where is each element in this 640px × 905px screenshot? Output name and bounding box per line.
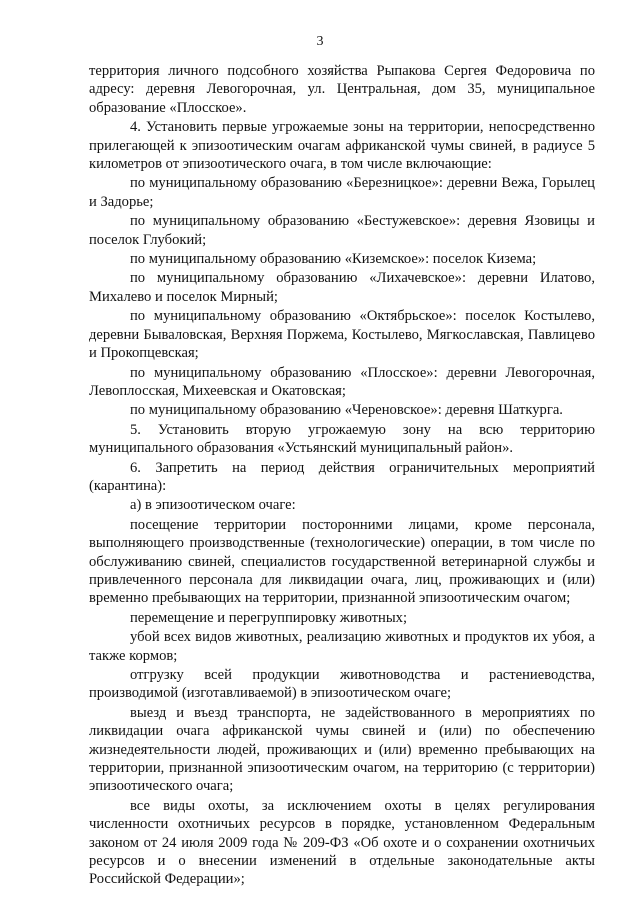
paragraph-likhachevskoe: по муниципальному образованию «Лихачевское»: деревни Илатово, Михалево и поселок Мирный; [89, 270, 595, 305]
paragraph-plosskoe: по муниципальному образованию «Плосское»: деревни Левогорочная, Левоплосская, Михеевская и Окатовская; [89, 364, 595, 399]
paragraph-first-threat-zones: 4. Установить первые угрожаемые зоны на территории, непосредственно прилегающей к эпизоотическим очагам африканской чумы свиней, в радиусе 5 километров от эпизоотического очага, в том числе включающие: [89, 119, 595, 173]
paragraph-cherenovskoe: по муниципальному образованию «Череновское»: деревня Шаткурга. [130, 402, 563, 419]
paragraph-kizemskoe: по муниципальному образованию «Киземское»: поселок Кизема; [130, 251, 537, 268]
paragraph-visiting-territory: посещение территории посторонними лицами, кроме персонала, выполняющего производственные (технологические) операции, в том числе по обслуживанию свиней, специалистов государственной ветеринарной службы и привлеченного персонала для ликвидации очага, лиц, проживающих и (или) временно пребывающих на территории, признанной эпизоотическим очагом; [89, 516, 595, 607]
paragraph-slaughter: убой всех видов животных, реализацию животных и продуктов их убоя, а также кормов; [89, 629, 595, 664]
paragraph-prohibitions-intro: 6. Запретить на период действия ограничительных мероприятий (карантина): [89, 459, 595, 494]
paragraph-transport: выезд и въезд транспорта, не задействованного в мероприятиях по ликвидации очага африканской чумы свиней и (или) по обеспечению жизнедеятельности людей, проживающих и (или) временно пребывающих на территории, признанной эпизоотическим очагом, на территорию (с территории) эпизоотического очага; [89, 704, 595, 795]
page-number: 3 [316, 34, 324, 49]
document-body [89, 62, 595, 890]
paragraph-animal-movement: перемещение и перегруппировку животных; [130, 609, 408, 626]
paragraph-bestuzhevskoe: по муниципальному образованию «Бестужевское»: деревня Язовицы и поселок Глубокий; [89, 213, 595, 248]
paragraph-shipment: отгрузку всей продукции животноводства и растениеводства, производимой (изготавливаемой) в эпизоотическом очаге; [89, 667, 595, 702]
paragraph-in-outbreak: а) в эпизоотическом очаге: [130, 497, 296, 514]
paragraph-oktyabrskoe: по муниципальному образованию «Октябрьское»: поселок Костылево, деревни Бываловская, Верхняя Поржема, Костылево, Мягкославская, Павлицево и Прокопцевская; [89, 308, 595, 362]
paragraph-bereznitskoe: по муниципальному образованию «Березницкое»: деревни Вежа, Горылец и Задорье; [89, 175, 595, 210]
paragraph-territory-address: территория личного подсобного хозяйства Рыпакова Сергея Федоровича по адресу: деревня Левогорочная, ул. Центральная, дом 35, муниципальное образование «Плосское». [89, 63, 595, 116]
paragraph-second-threat-zone: 5. Установить вторую угрожаемую зону на всю территорию муниципального образования «Устьянский муниципальный район». [89, 421, 595, 457]
paragraph-hunting: все виды охоты, за исключением охоты в целях регулирования численности охотничьих ресурсов в порядке, установленном Федеральным законом от 24 июля 2009 года № 209-ФЗ «Об охоте и о сохранении охотничьих ресурсов и о внесении изменений в отдельные законодательные акты Российской Федерации»; [89, 797, 595, 888]
